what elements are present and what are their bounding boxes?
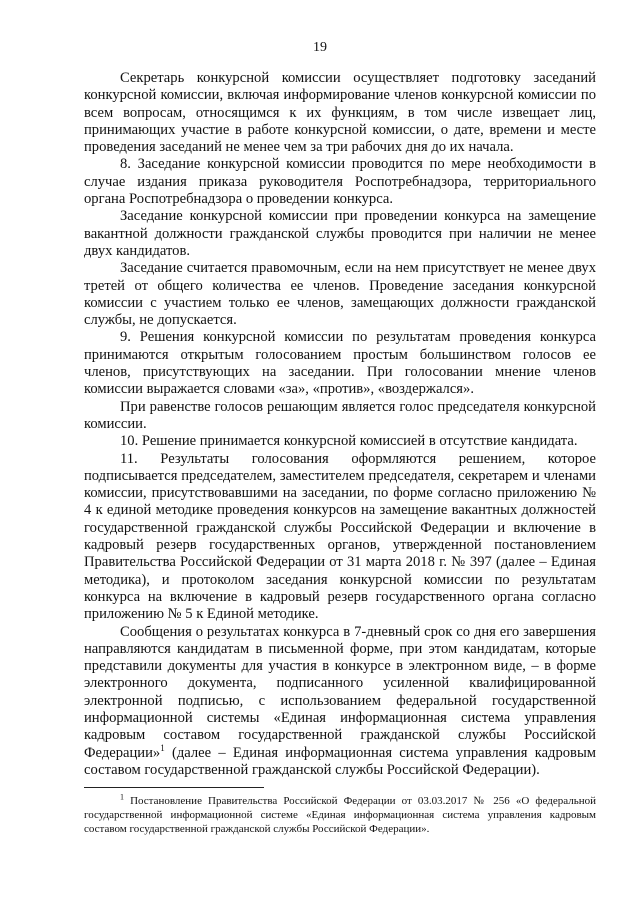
paragraph: 9. Решения конкурсной комиссии по результатам проведения конкурса принимаются открытым голосованием простым большинством голосов ее членов, присутствующих на заседании. При голосовании мнение членов комиссии выражается словами «за», «против», «воздержался». bbox=[84, 329, 596, 398]
paragraph-text: Сообщения о результатах конкурса в 7-дневный срок со дня его завершения направляются кандидатам в письменной форме, при этом кандидатам, которые представили документы для участия в конкурсе в электронном виде, – в форме электронного документа, подписанного усиленной квалифицированной электронной подписью, с использованием федеральной государственной информационной системы «Единая информационная система управления кадровым составом государственной гражданской службы Российской Федерации» bbox=[84, 623, 596, 761]
paragraph-text: (далее – Единая информационная система управления кадровым составом государственной гражданской службы Российской Федерации). bbox=[84, 744, 596, 778]
page-number: 19 bbox=[313, 40, 327, 55]
paragraph: 8. Заседание конкурсной комиссии проводится по мере необходимости в случае издания приказа руководителя Роспотребнадзора, территориального органа Роспотребнадзора о проведении конкурса. bbox=[84, 156, 596, 208]
footnote-reference[interactable]: 1 bbox=[160, 742, 165, 753]
paragraph: Заседание считается правомочным, если на нем присутствует не менее двух третей от общего количества ее членов. Проведение заседания конкурсной комиссии с участием только ее членов, замещающих должности гражданской службы, не допускается. bbox=[84, 260, 596, 329]
footnote-marker: 1 bbox=[120, 792, 124, 802]
footnote-divider bbox=[84, 787, 264, 788]
paragraph: 11. Результаты голосования оформляются решением, которое подписывается председателем, заместителем председателя, секретарем и членами комиссии, присутствовавшими на заседании, по форме согласно приложению № 4 к единой методике проведения конкурсов на замещение вакантных должностей государственной гражданской службы Российской Федерации и включение в кадровый резерв государственных органов, утвержденной постановлением Правительства Российской Федерации от 31 марта 2018 г. № 397 (далее – Единая методика), и протоколом заседания конкурсной комиссии по результатам конкурса на включение в кадровый резерв государственного органа согласно приложению № 5 к Единой методике. bbox=[84, 450, 596, 623]
paragraph: 10. Решение принимается конкурсной комиссией в отсутствие кандидата. bbox=[120, 433, 578, 450]
footnote bbox=[84, 794, 596, 836]
paragraph: Заседание конкурсной комиссии при проведении конкурса на замещение вакантной должности гражданской службы проводится при наличии не менее двух кандидатов. bbox=[84, 208, 596, 259]
body-text bbox=[84, 70, 596, 779]
paragraph: При равенстве голосов решающим является голос председателя конкурсной комиссии. bbox=[84, 398, 596, 432]
footnote-text: Постановление Правительства Российской Федерации от 03.03.2017 № 256 «О федеральной государственной информационной системе «Единая информационная система управления кадровым составом государственной гражданской службы Российской Федерации». bbox=[84, 795, 596, 835]
paragraph: Секретарь конкурсной комиссии осуществляет подготовку заседаний конкурсной комиссии, включая информирование членов конкурсной комиссии по всем вопросам, относящимся к их функциям, в том числе извещает лиц, принимающих участие в работе конкурсной комиссии, о дате, времени и месте проведения заседаний не менее чем за три рабочих дня до их начала. bbox=[84, 70, 596, 156]
paragraph-with-footnote bbox=[84, 624, 596, 780]
